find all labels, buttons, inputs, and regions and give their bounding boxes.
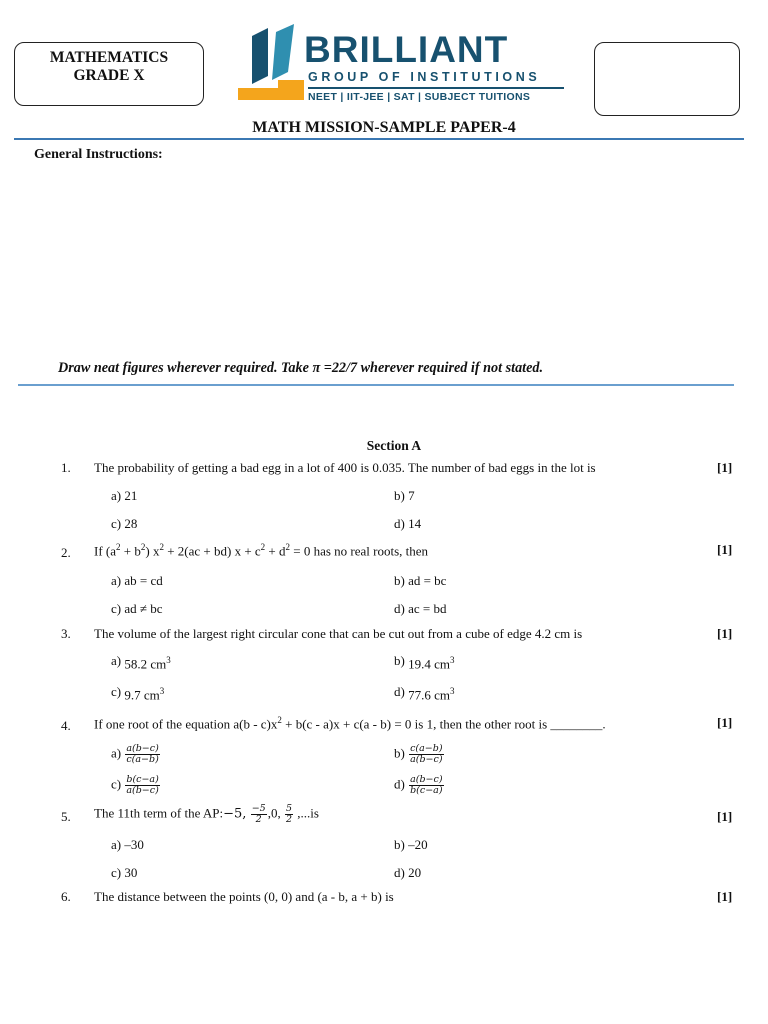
logo-tagline: NEET | IIT-JEE | SAT | SUBJECT TUITIONS (308, 91, 531, 103)
option-b: b) $\frac{c(a-b)}{a(b-c)}$ (394, 743, 443, 765)
question-text: The distance between the points (0, 0) and (a - b, a + b) is (94, 889, 394, 904)
question-text: The volume of the largest right circular cone that can be cut out from a cube of edge 4.2 cm is (94, 626, 583, 641)
option-a: a) –30 (111, 837, 144, 852)
question-number: 1. (61, 460, 71, 475)
question-text: If one root of the equation $a(b - c)x^2 + b(c - a)x + c(a - b) = 0$ is 1, then the other root is ________. (94, 715, 606, 732)
question-number: 4. (61, 718, 71, 733)
note-divider (18, 384, 734, 386)
option-b: b) –20 (394, 837, 428, 852)
option-a: a) 58.2 $cm^3$ (111, 653, 171, 672)
option-b: b) ad = bc (394, 573, 447, 588)
question-marks: [1] (717, 626, 733, 641)
paper-title: MATH MISSION-SAMPLE PAPER-4 (252, 119, 516, 136)
option-d: d) 20 (394, 865, 422, 880)
logo-subtitle: GROUP OF INSTITUTIONS (308, 70, 541, 84)
question-marks: [1] (717, 460, 733, 475)
option-d: d) ac = bd (394, 601, 447, 616)
question-marks: [1] (717, 542, 733, 557)
question-marks: [1] (717, 809, 733, 824)
option-c: c) $\frac{b(c-a)}{a(b-c)}$ (111, 774, 159, 796)
note-text: Draw neat figures wherever required. Take π =22/7 wherever required if not stated. (58, 360, 544, 376)
general-instructions-heading: General Instructions: (34, 147, 163, 162)
question-number: 3. (61, 626, 71, 641)
option-b: b) 7 (394, 488, 415, 503)
question-text: The 11th term of the AP:−5, $\frac{-5}{2}$ ,0, $\frac{5}{2}$ ,...is (94, 803, 319, 825)
title-divider (14, 138, 744, 140)
logo-mark-icon (238, 24, 304, 106)
option-c: c) 30 (111, 865, 138, 880)
option-a: a) 21 (111, 488, 138, 503)
question-number: 5. (61, 809, 71, 824)
option-a: a) ab = cd (111, 573, 163, 588)
option-c: c) 9.7 $cm^3$ (111, 684, 165, 703)
brilliant-logo (238, 24, 568, 108)
section-heading: Section A (366, 438, 422, 453)
option-b: b) 19.4 $cm^3$ (394, 653, 455, 672)
question-marks: [1] (717, 715, 733, 730)
question-text: The probability of getting a bad egg in a lot of 400 is 0.035. The number of bad eggs in the lot is (94, 460, 596, 475)
subject-label: MATHEMATICS (49, 49, 169, 66)
logo-name: BRILLIANT (304, 29, 509, 70)
option-d: d) 77.6 $cm^3$ (394, 684, 455, 703)
option-a: a) $\frac{a(b-c)}{c(a-b)}$ (111, 743, 159, 765)
blank-box (594, 42, 740, 116)
grade-label: GRADE X (73, 67, 145, 84)
question-marks: [1] (717, 889, 733, 904)
question-number: 6. (61, 889, 71, 904)
option-d: d) 14 (394, 516, 422, 531)
question-text: If $(a^2 + b^2) x^2 + 2(ac + bd) x + c^2 + d^2 = 0$ has no real roots, then (94, 542, 429, 559)
subject-box (14, 42, 204, 106)
logo-divider (308, 87, 564, 89)
question-number: 2. (61, 545, 71, 560)
option-d: d) $\frac{a(b-c)}{b(c-a)}$ (394, 774, 443, 796)
option-c: c) 28 (111, 516, 138, 531)
option-c: c) ad ≠ bc (111, 601, 163, 616)
